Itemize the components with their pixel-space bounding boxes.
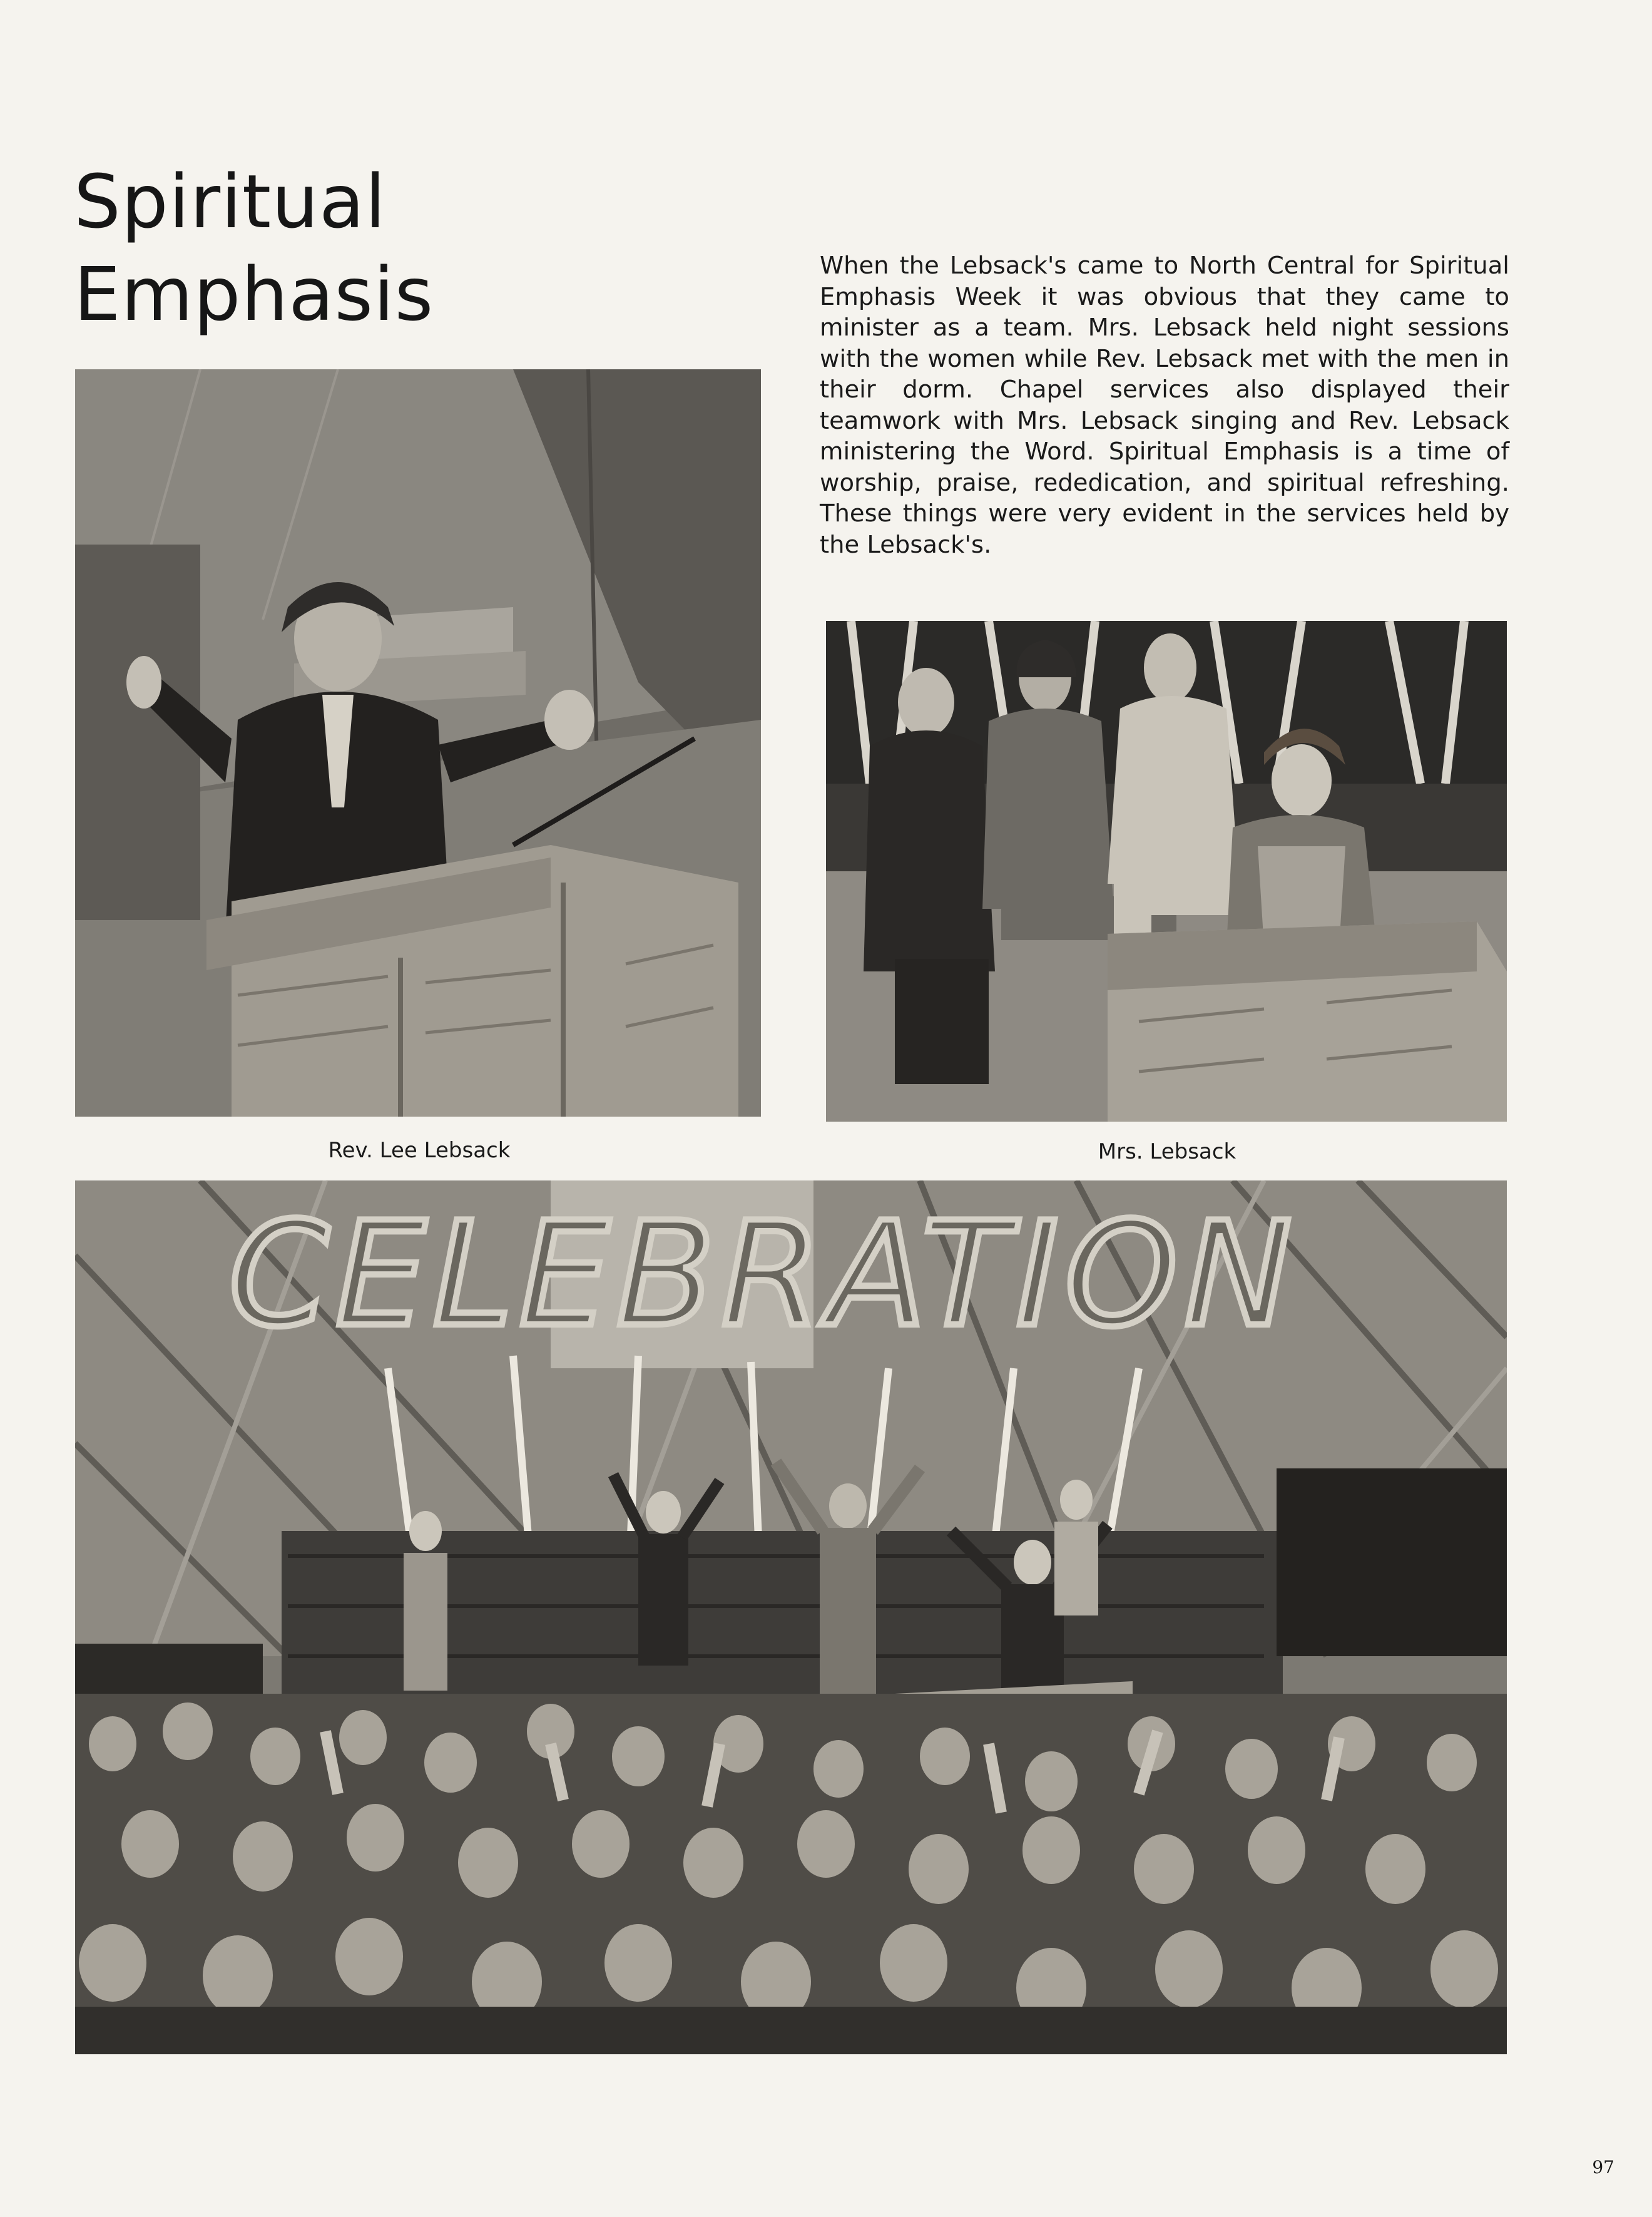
title-line-2: Emphasis — [74, 251, 434, 337]
photo-mrs-lebsack — [826, 621, 1507, 1122]
photo-rev-lebsack — [75, 369, 761, 1117]
page-number: 97 — [1592, 2157, 1614, 2178]
photo-chapel-celebration-image — [75, 1180, 1507, 2054]
photo-chapel-celebration — [75, 1180, 1507, 2054]
title-line-1: Spiritual — [74, 158, 387, 245]
article-text: When the Lebsack's came to North Central for Spiritual Emphasis Week it was obvious that they came to minister as a team. Mrs. Lebsack held night sessions with the women while Rev. Lebsack met with the men in their dorm. Chapel services also displayed their teamwork with Mrs. Lebsack singing and Rev. Lebsack ministering the Word. Spiritual Emphasis is a time of worship, praise, rededication, and spiritual refreshing. These things were very evident in the services held by the Lebsack's. — [820, 252, 1509, 559]
caption-rev-lebsack: Rev. Lee Lebsack — [328, 1138, 511, 1163]
photo-mrs-lebsack-image — [826, 621, 1507, 1122]
photo-rev-lebsack-image — [75, 369, 761, 1117]
celebration-banner: CELEBRATION — [228, 1192, 1298, 1359]
page-title — [74, 155, 462, 340]
caption-mrs-lebsack: Mrs. Lebsack — [1098, 1139, 1236, 1164]
audience-shoulders — [75, 2007, 1507, 2054]
